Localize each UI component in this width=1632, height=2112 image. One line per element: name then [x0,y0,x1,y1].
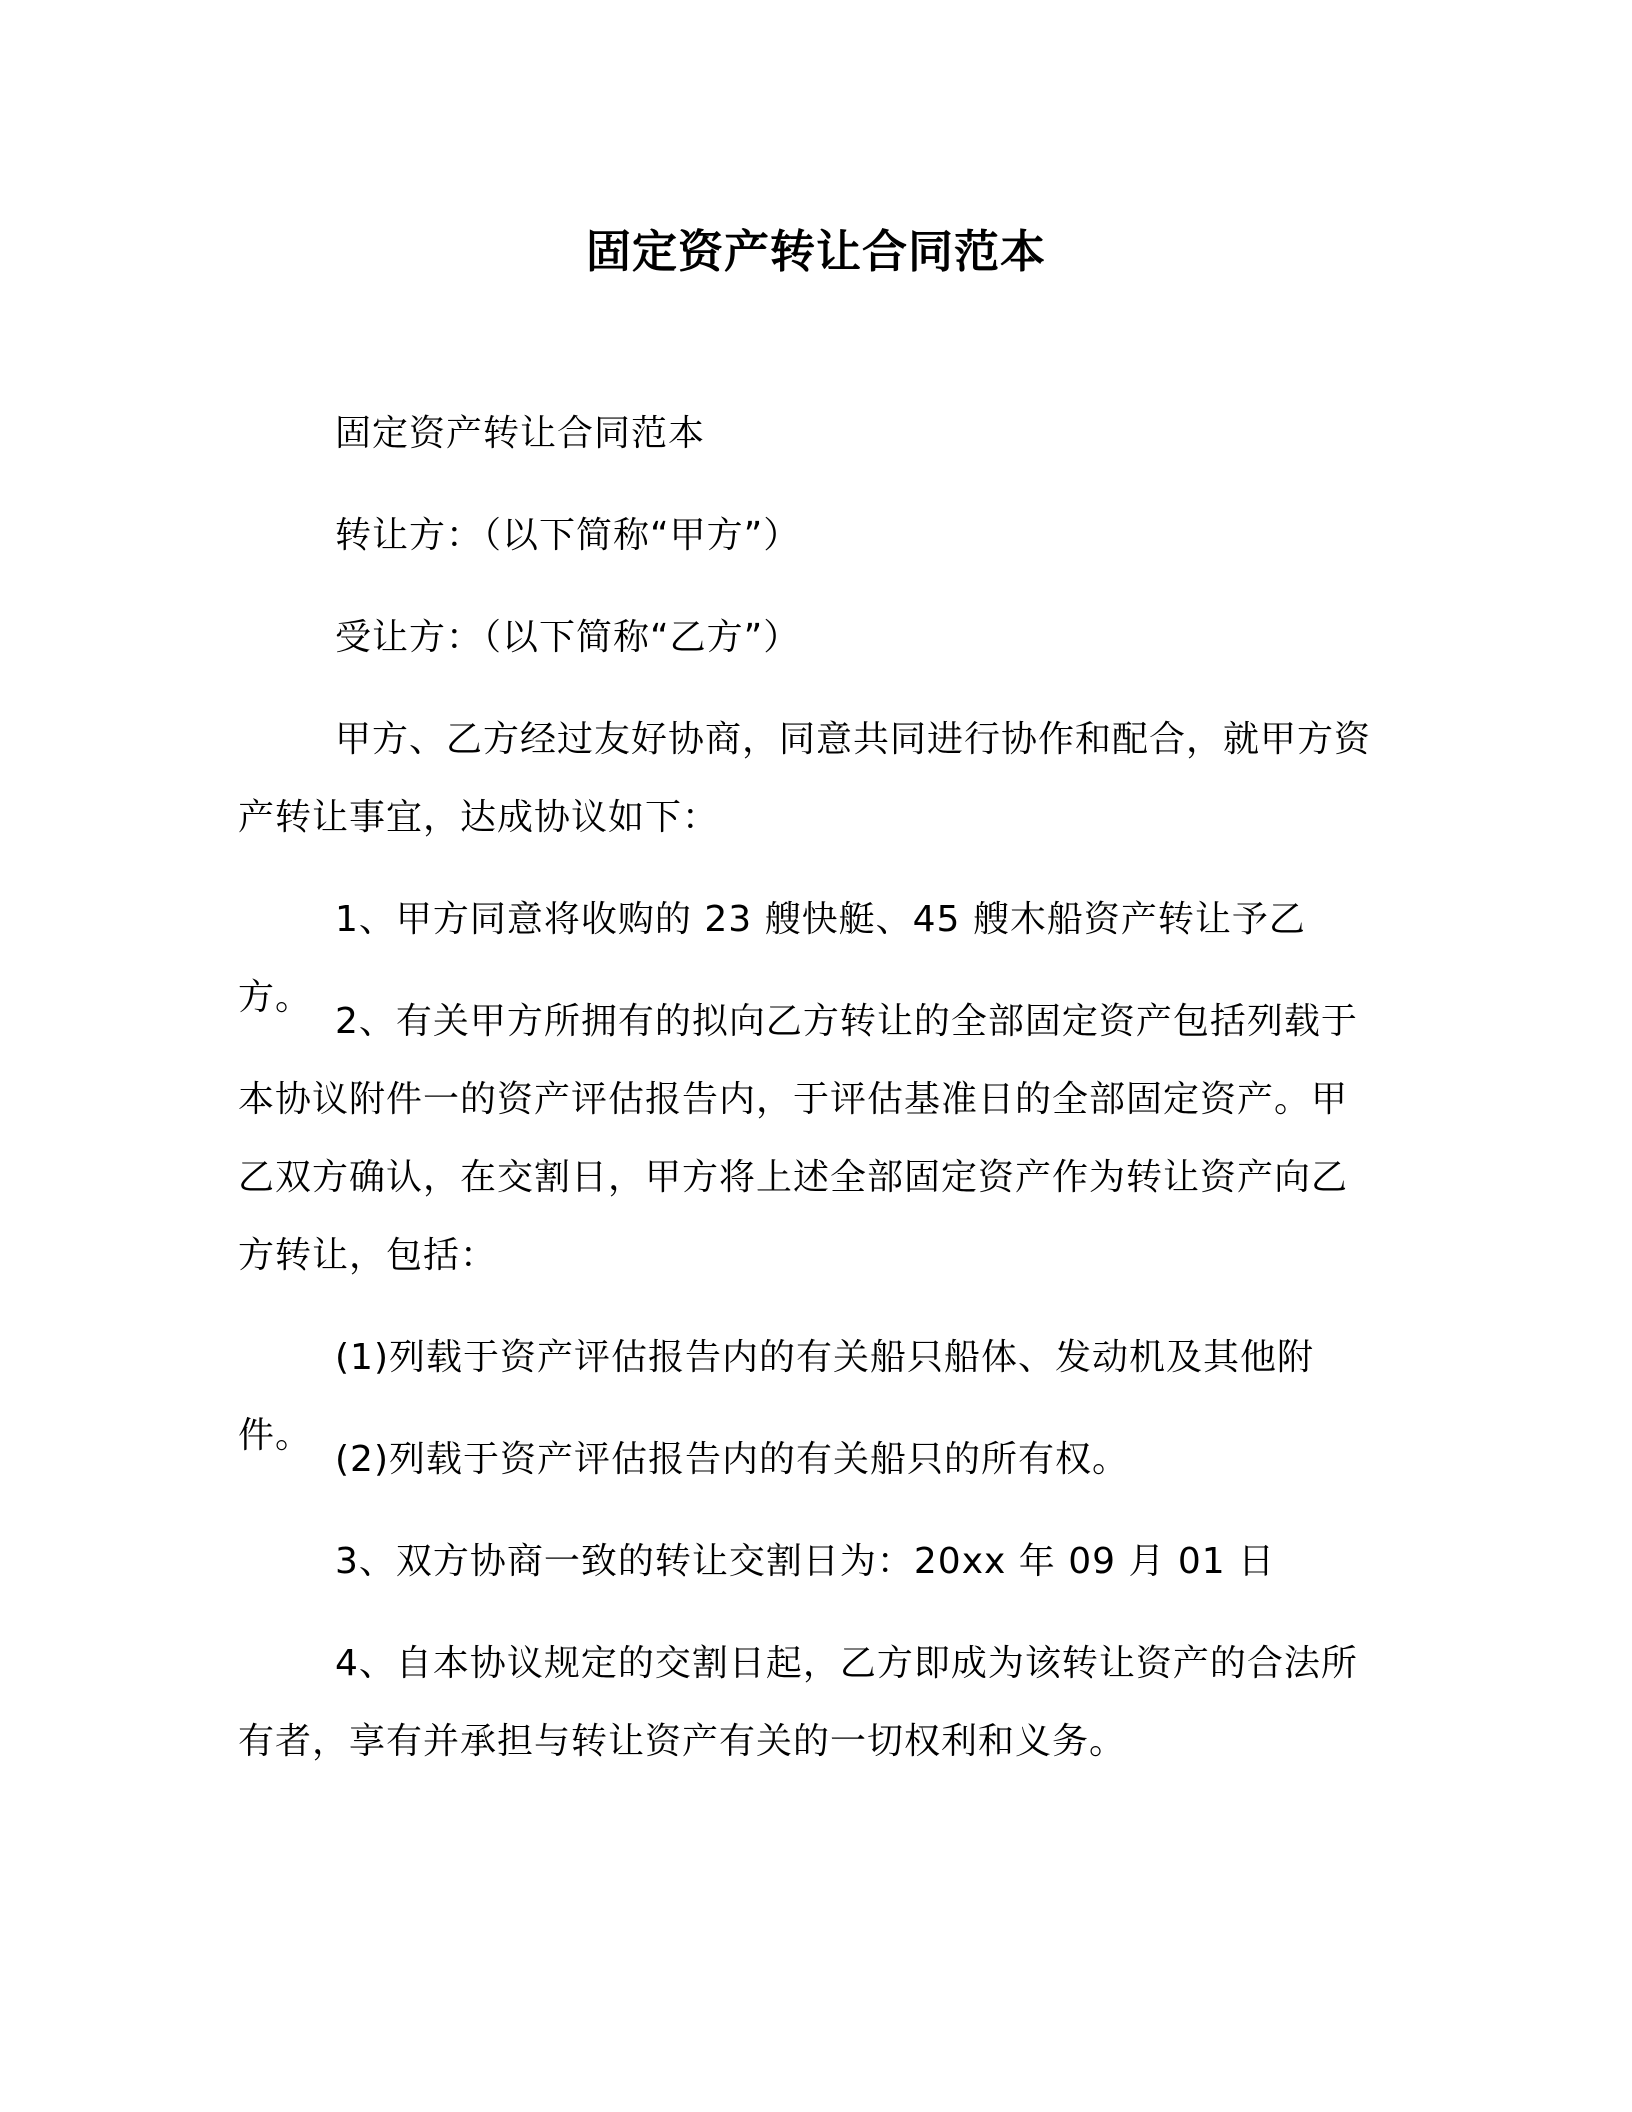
paragraph-item-2: (2)列载于资产评估报告内的有关船只的所有权。 [335,1439,1129,1480]
paragraph-clause-3: 3、双方协商一致的转让交割日为：20xx 年 09 月 01 日 [335,1541,1276,1582]
paragraph-clause-1: 1、甲方同意将收购的 23 艘快艇、45 艘木船资产转让予乙方。 [238,899,1306,1018]
paragraph-transferor: 转让方：（以下简称“甲方”） [335,515,801,556]
paragraph-clause-2: 2、有关甲方所拥有的拟向乙方转让的全部固定资产包括列载于本协议附件一的资产评估报告内，于评估基准日的全部固定资产。甲乙双方确认，在交割日，甲方将上述全部固定资产作为转让资产向乙方转让，包括： [238,1001,1358,1276]
paragraph-preamble: 甲方、乙方经过友好协商，同意共同进行协作和配合，就甲方资产转让事宜，达成协议如下： [238,719,1372,838]
paragraph-item-1: (1)列载于资产评估报告内的有关船只船体、发动机及其他附件。 [238,1337,1314,1456]
document-title: 固定资产转让合同范本 [585,225,1046,278]
paragraph-clause-4: 4、自本协议规定的交割日起，乙方即成为该转让资产的合法所有者，享有并承担与转让资产有关的一切权利和义务。 [238,1643,1358,1762]
paragraph-transferee: 受让方：（以下简称“乙方”） [335,617,801,658]
paragraph-subtitle: 固定资产转让合同范本 [335,413,706,454]
